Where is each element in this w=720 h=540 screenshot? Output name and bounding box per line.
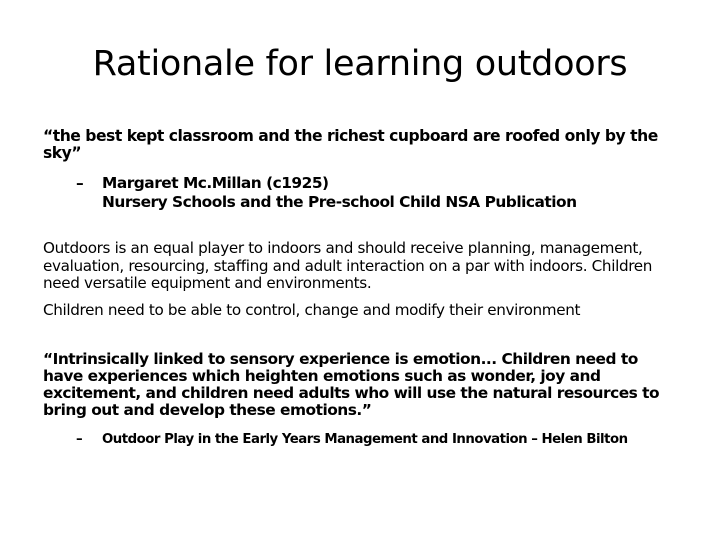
bilton-attribution (76, 431, 706, 448)
mcmillan-attribution (76, 174, 676, 212)
attribution-citation: Outdoor Play in the Early Years Management and Innovation – Helen Bilton (102, 432, 628, 447)
attribution-source: Nursery Schools and the Pre-school Child NSA Publication (102, 193, 577, 211)
attribution-dash: – (76, 174, 84, 192)
attribution-dash: – (76, 432, 83, 447)
attribution-author: Margaret Mc.Millan (c1925) (102, 174, 329, 192)
bilton-quote: “Intrinsically linked to sensory experience is emotion... Children need to have experiences which heighten emotions such as wonder, joy and excitement, and children need adults who will use the natural resources to bring out and develop these emotions.” (43, 350, 660, 419)
slide-title: Rationale for learning outdoors (92, 44, 628, 84)
control-environment-paragraph: Children need to be able to control, change and modify their environment (43, 301, 581, 319)
mcmillan-quote: “the best kept classroom and the richest cupboard are roofed only by the sky” (43, 127, 658, 162)
outdoors-equal-paragraph: Outdoors is an equal player to indoors and should receive planning, management, evaluation, resourcing, staffing and adult interaction on a par with indoors. Children need versatile equipment and environments. (43, 239, 653, 292)
